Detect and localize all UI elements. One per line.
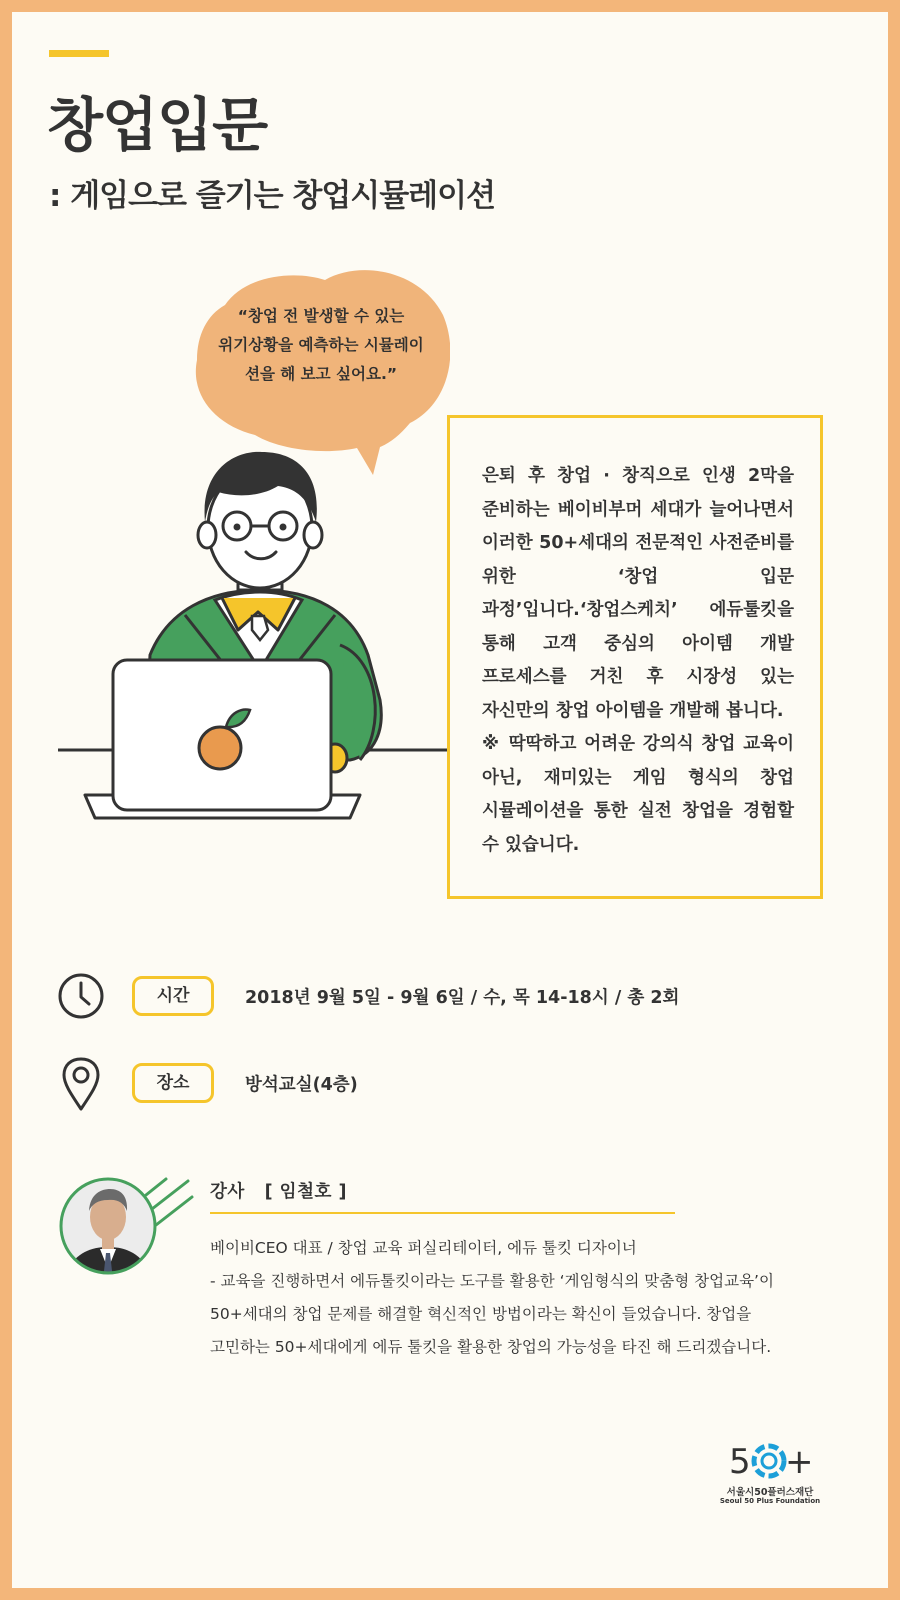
place-label-badge: 장소 [132, 1063, 214, 1103]
lecturer-heading: 강사 [ 임철호 ] [210, 1182, 347, 1202]
logo-five: 5 [729, 1442, 751, 1482]
page-subtitle: : 게임으로 즐기는 창업시뮬레이션 [49, 178, 496, 214]
speech-bubble-text: “창업 전 발생할 수 있는 위기상황을 예측하는 시뮬레이 션을 해 보고 싶어요.” [218, 307, 424, 383]
clock-icon [57, 972, 105, 1020]
place-value: 방석교실(4층) [245, 1075, 358, 1095]
description-note: ※ 딱딱하고 어려운 강의식 창업 교육이 아닌, 재미있는 게임 형식의 창업 시뮬레이션을 통한 실전 창업을 경험할 수 있습니다. [482, 734, 794, 855]
page-title: 창업입문 [47, 91, 268, 159]
description-text: 은퇴 후 창업 · 창직으로 인생 2막을 준비하는 베이비부머 세대가 늘어나면서 이러한 50+세대의 전문적인 사전준비를 위한 ‘창업 입문 과정’입니다.‘창업스케치’ 에듀툴킷을 통해 고객 중심의 아이템 개발 프로세스를 거친 후 시장성 있는 자신만의 창업 아이템을 개발해 봅니다. ※ 딱딱하고 어려운 강의식 창업 교육이 아닌, 재미있는 게임 형식의 창업 시뮬레이션을 통한 실전 창업을 경험할 수 있습니다. [482, 466, 794, 855]
seoul-50-plus-logo [715, 1430, 835, 1530]
logo-name: 서울시50플러스재단 [726, 1487, 814, 1498]
lecturer-divider [210, 1212, 675, 1214]
title-accent-bar [49, 50, 109, 57]
location-pin-icon [61, 1056, 101, 1112]
time-value: 2018년 9월 5일 - 9월 6일 / 수, 목 14-18시 / 총 2회 [245, 988, 680, 1008]
man-with-laptop-illustration [50, 440, 460, 830]
logo-plus: + [785, 1442, 814, 1482]
time-label-badge: 시간 [132, 976, 214, 1016]
lecturer-bio: 베이비CEO 대표 / 창업 교육 퍼실리테이터, 에듀 툴킷 디자이너 - 교육을 진행하면서 에듀툴킷이라는 도구를 활용한 ‘게임형식의 맞춤형 창업교육’이 50+세대의 창업 문제를 해결할 혁신적인 방법이라는 확신이 들었습니다. 창업을 고민하는 50+세대에게 에듀 툴킷을 활용한 창업의 가능성을 타진 해 드리겠습니다. [210, 1239, 774, 1356]
logo-subtitle: Seoul 50 Plus Foundation [719, 1497, 821, 1505]
lecturer-photo [58, 1173, 198, 1285]
